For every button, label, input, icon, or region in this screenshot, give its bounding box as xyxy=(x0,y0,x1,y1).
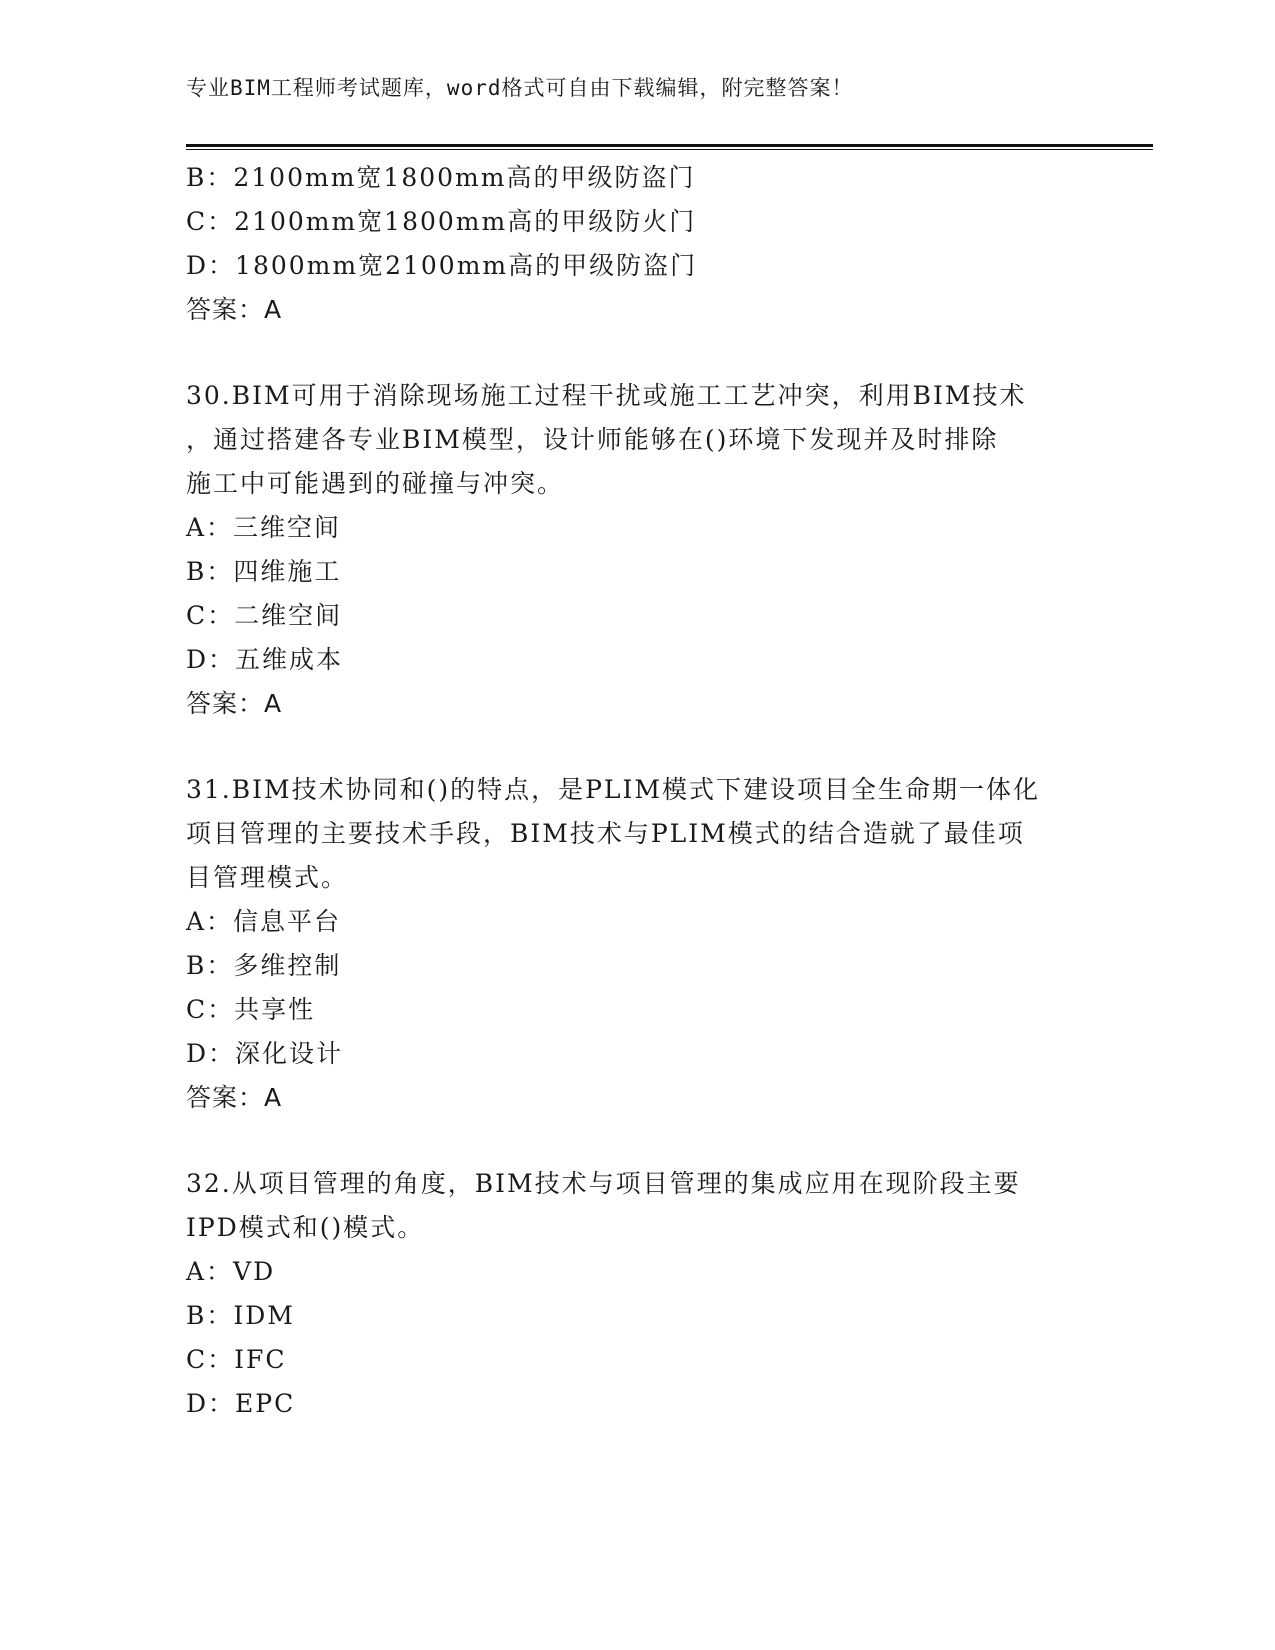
q32-stem-line-2: IPD模式和()模式。 xyxy=(186,1213,425,1242)
q32-option-a: A：VD xyxy=(186,1257,276,1286)
q32-option-b: B：IDM xyxy=(186,1301,295,1330)
q29-option-c: C：2100mm宽1800mm高的甲级防火门 xyxy=(186,207,697,236)
q31-option-b: B：多维控制 xyxy=(186,951,342,980)
q31-option-d: D：深化设计 xyxy=(186,1039,344,1068)
q32-option-d: D：EPC xyxy=(186,1389,296,1418)
q31-option-c: C：共享性 xyxy=(186,995,316,1024)
q31-option-a: A：信息平台 xyxy=(186,907,342,936)
q30-option-a: A：三维空间 xyxy=(186,513,342,542)
q29-option-d: D：1800mm宽2100mm高的甲级防盗门 xyxy=(186,251,698,280)
q31-stem-line-2: 项目管理的主要技术手段，BIM技术与PLIM模式的结合造就了最佳项 xyxy=(186,819,1025,848)
q29-answer: 答案：A xyxy=(186,295,283,324)
q32-stem-line-1: 32.从项目管理的角度，BIM技术与项目管理的集成应用在现阶段主要 xyxy=(186,1169,1021,1198)
q31-answer: 答案：A xyxy=(186,1083,283,1112)
q30-option-c: C：二维空间 xyxy=(186,601,343,630)
q30-stem-line-2: ，通过搭建各专业BIM模型，设计师能够在()环境下发现并及时排除 xyxy=(186,425,999,454)
q32-option-c: C：IFC xyxy=(186,1345,287,1374)
q30-answer: 答案：A xyxy=(186,689,283,718)
header-rule-thick xyxy=(186,144,1153,147)
q30-option-b: B：四维施工 xyxy=(186,557,342,586)
header-rule-thin xyxy=(186,149,1153,150)
q31-stem-line-3: 目管理模式。 xyxy=(186,863,349,892)
page-header: 专业BIM工程师考试题库，word格式可自由下载编辑，附完整答案！ xyxy=(186,76,854,100)
q30-stem-line-3: 施工中可能遇到的碰撞与冲突。 xyxy=(186,469,565,498)
q29-option-b: B：2100mm宽1800mm高的甲级防盗门 xyxy=(186,163,696,192)
q30-stem-line-1: 30.BIM可用于消除现场施工过程干扰或施工工艺冲突，利用BIM技术 xyxy=(186,381,1027,410)
q30-option-d: D：五维成本 xyxy=(186,645,344,674)
q31-stem-line-1: 31.BIM技术协同和()的特点，是PLIM模式下建设项目全生命期一体化 xyxy=(186,775,1041,804)
